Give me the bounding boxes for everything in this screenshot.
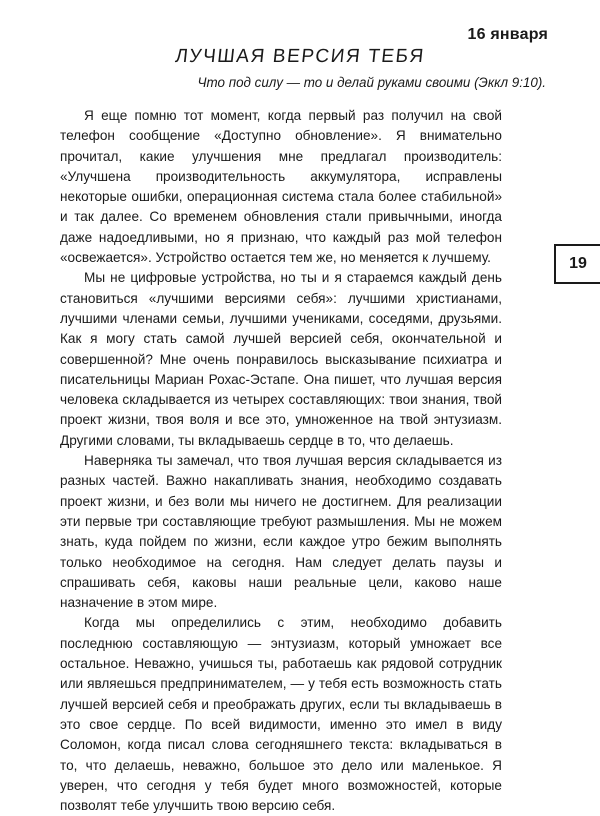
article-title: ЛУЧШАЯ ВЕРСИЯ ТЕБЯ: [174, 46, 426, 67]
article-body: [60, 106, 502, 816]
paragraph: Я еще помню тот момент, когда первый раз получил на свой телефон сообщение «Доступно обновление». Я внимательно прочитал, какие улучшения мне предлагал производитель: «Улучшена производительность аккумулятора, исправлены некоторые ошибки, операционная система стала более стабильной» и так далее. Со временем обновления стали привычными, иногда даже надоедливыми, но я признаю, что каждый раз мой телефон «освежается». Устройство остается тем же, но меняется к лучшему.: [60, 108, 502, 266]
epigraph-quote: Что под силу — то и делай руками своими (Эккл 9:10).: [197, 75, 546, 90]
page-number-tab: [554, 244, 600, 284]
page-date: 16 января: [467, 26, 548, 43]
paragraph: Когда мы определились с этим, необходимо добавить последнюю составляющую — энтузиазм, который умножает все остальное. Неважно, учишься ты, работаешь как рядовой сотрудник или являешься предпринимателем, — у тебя есть возможность стать лучшей версией себя и преображать других, если ты вкладываешь в это свое сердце. По всей видимости, именно это имел в виду Соломон, когда писал слова сегодняшнего текста: вкладываться в то, что делаешь, неважно, большое это дело или маленькое. Я уверен, что сегодня у тебя будет много возможностей, которые позволят тебе улучшить твою версию себя.: [60, 615, 502, 814]
page-number: 19: [569, 255, 587, 272]
paragraph: Мы не цифровые устройства, но ты и я стараемся каждый день становиться «лучшими версиями себя»: лучшими христианами, лучшими членами семьи, лучшими учениками, соседями, друзьями. Как я могу стать самой лучшей версией себя, окончательной и совершенной? Мне очень понравилось высказывание психиатра и писательницы Мариан Рохас-Эстапе. Она пишет, что лучшая версия человека складывается из четырех составляющих: твои знания, твой проект жизни, твоя воля и все это, умноженное на твой энтузиазм. Другими словами, ты вкладываешь сердце в то, что делаешь.: [60, 270, 502, 448]
paragraph: Наверняка ты замечал, что твоя лучшая версия складывается из разных частей. Важно накапливать знания, необходимо создавать проект жизни, и без воли мы ничего не достигнем. Для реализации эти первые три составляющие требуют размышления. Мы не можем знать, куда пойдем по жизни, если каждое утро бежим выполнять только необходимое на сегодня. Нам следует делать паузы и спрашивать себя, каковы наши реальные цели, каково наше назначение в этом мире.: [60, 453, 502, 611]
